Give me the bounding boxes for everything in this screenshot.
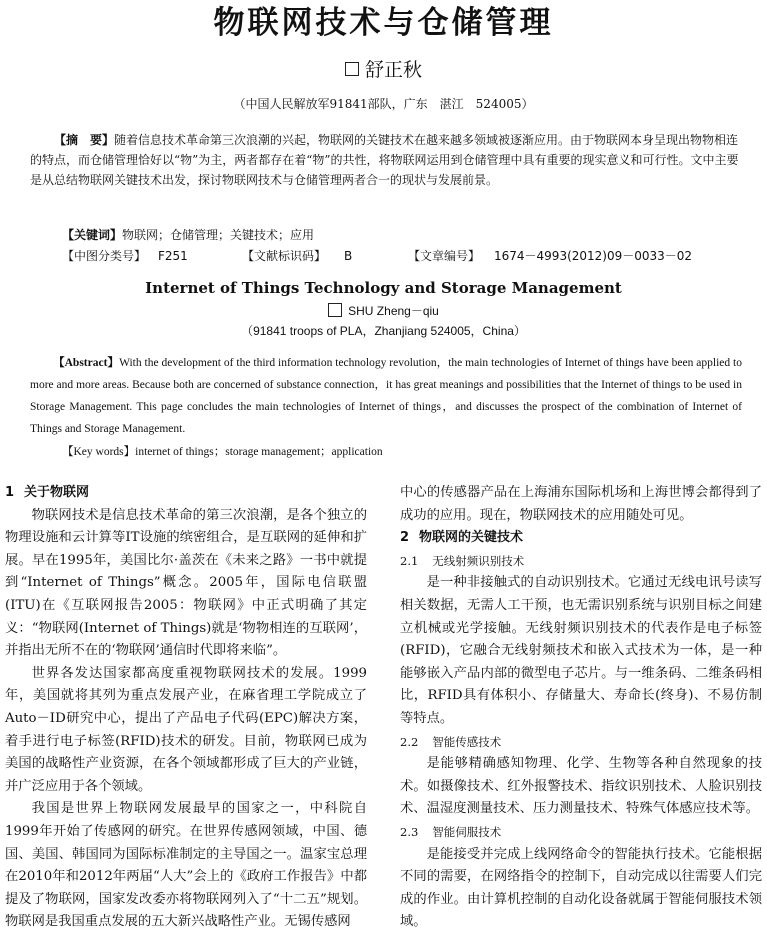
author-line [0, 58, 767, 82]
keywords-en-label: 【Key words】 [62, 446, 136, 458]
section-2-heading: 2 物联网的关键技术 [400, 530, 524, 546]
english-affiliation: （91841 troops of PLA，Zhanjiang 524005，China） [241, 324, 526, 338]
doc-code-value: B [344, 249, 353, 263]
checkbox-square-icon-en [328, 303, 342, 317]
clc-label: 【中图分类号】 [62, 249, 147, 263]
section-1-paragraph-1: 物联网技术是信息技术革命的第三次浪潮，是各个独立的物理设施和云计算等IT设施的缤密组合，是互联网的延伸和扩展。早在1995年，美国比尔·盖茨在《未来之路》一书中就提到“Internet of Things”概念。2005年，国际电信联盟(ITU)在《互联网报告2005：物联网》中正式明确了其定义：“物联网(Internet of Things)就是‘物物相连的互联网’，并指出无所不在的‘物联网’通信时代即将来临”。 [5, 507, 367, 659]
clc-value: F251 [158, 249, 188, 263]
keywords-cn [62, 226, 314, 244]
author-name: 舒正秋 [364, 59, 422, 81]
abstract-en-label: 【Abstract】 [53, 357, 120, 369]
section-1-paragraph-2: 世界各发达国家都高度重视物联网技术的发展。1999年，美国就将其列为重点发展产业，在麻省理工学院成立了Auto－ID研究中心，提出了产品电子代码(EPC)解决方案，着手进行电子标签(RFID)技术的研发。目前，物联网已成为美国的战略性产业资源，在各个领域都形成了巨大的产业链，并广泛应用于各个领域。 [5, 665, 367, 794]
section-2-2-paragraph: 是能够精确感知物理、化学、生物等各种自然现象的技术。如摄像技术、红外报警技术、指纹识别技术、人脸识别技术、温湿度测量技术、压力测量技术、特殊气体感应技术等。 [400, 756, 762, 817]
left-column [5, 482, 367, 934]
right-column [400, 482, 762, 934]
keywords-cn-text: 物联网；仓储管理；关键技术；应用 [122, 228, 315, 242]
paper-title: 物联网技术与仓储管理 [213, 5, 554, 41]
section-2-1-heading: 2.1 无线射频识别技术 [400, 553, 525, 568]
affiliation: （中国人民解放军91841部队，广东 湛江 524005） [233, 97, 534, 111]
section-1-paragraph-3-continued: 中心的传感器产品在上海浦东国际机场和上海世博会都得到了成功的应用。现在，物联网技术的应用随处可见。 [400, 485, 762, 523]
article-no-label: 【文章编号】 [408, 249, 481, 263]
keywords-en [62, 443, 383, 461]
doc-code-label: 【文献标识码】 [242, 249, 327, 263]
abstract-cn-label: 【摘 要】 [54, 133, 115, 147]
abstract-en [30, 352, 742, 440]
abstract-cn-text: 随着信息技术革命第三次浪潮的兴起，物联网的关键技术在越来越多领域被逐渐应用。由于物联网本身呈现出物物相连的特点，而仓储管理恰好以“物”为主，两者都存在着“物”的共性，将物联网运用到仓储管理中具有重要的现实意义和可行性。文中主要是从总结物联网关键技术出发，探讨物联网技术与仓储管理两者合一的现状与发展前景。 [30, 133, 739, 187]
section-2-3-heading: 2.3 智能伺服技术 [400, 824, 502, 839]
english-author-line [0, 302, 767, 320]
keywords-cn-label: 【关键词】 [62, 228, 123, 242]
section-1-heading: 1 关于物联网 [5, 485, 90, 500]
section-1-paragraph-3: 我国是世界上物联网发展最早的国家之一，中科院自1999年开始了传感网的研究。在世界传感网领域，中国、德国、美国、韩国同为国际标准制定的主导国之一。温家宝总理在2010年和2012年两届“人大”会上的《政府工作报告》中都提及了物联网，国家发改委亦将物联网列入了“十二五”规划。物联网是我国重点发展的五大新兴战略性产业。无锡传感网 [5, 801, 367, 930]
section-2-2-heading: 2.2 智能传感技术 [400, 734, 502, 749]
english-title: Internet of Things Technology and Storage Management [145, 279, 622, 297]
section-2-3-paragraph: 是能接受并完成上线网络命令的智能执行技术。它能根据不同的需要，在网络指令的控制下，自动完成以往需要人们完成的作业。由计算机控制的自动化设备就属于智能伺服技术领域。 [400, 846, 762, 930]
article-no-value: 1674－4993(2012)09－0033－02 [494, 249, 693, 263]
checkbox-square-icon [345, 62, 359, 76]
section-2-1-paragraph: 是一种非接触式的自动识别技术。它通过无线电讯号读写相关数据，无需人工干预，也无需识别系统与识别目标之间建立机械或光学接触。无线射频识别技术的代表作是电子标签(RFID)，它融合无线射频技术和嵌入式技术为一体，是一种能够嵌入产品内部的微型电子芯片。与一维条码、二维条码相比，RFID具有体积小、存储量大、寿命长(终身)、不易仿制等特点。 [400, 575, 762, 726]
abstract-cn [30, 130, 742, 190]
keywords-en-text: internet of things；storage management；application [135, 446, 383, 458]
abstract-en-text: With the development of the third information technology revolution，the main technologies of Internet of things have been applied to more and more areas. Because both are concerned of substance connection，it has great meanings and possibilities that the Internet of things to be used in Storage Management. This page concludes the main technologies of Internet of things，and discusses the prospect of the combination of Internet of Things and Storage Management. [30, 357, 743, 435]
english-author: SHU Zheng－qiu [348, 304, 439, 318]
